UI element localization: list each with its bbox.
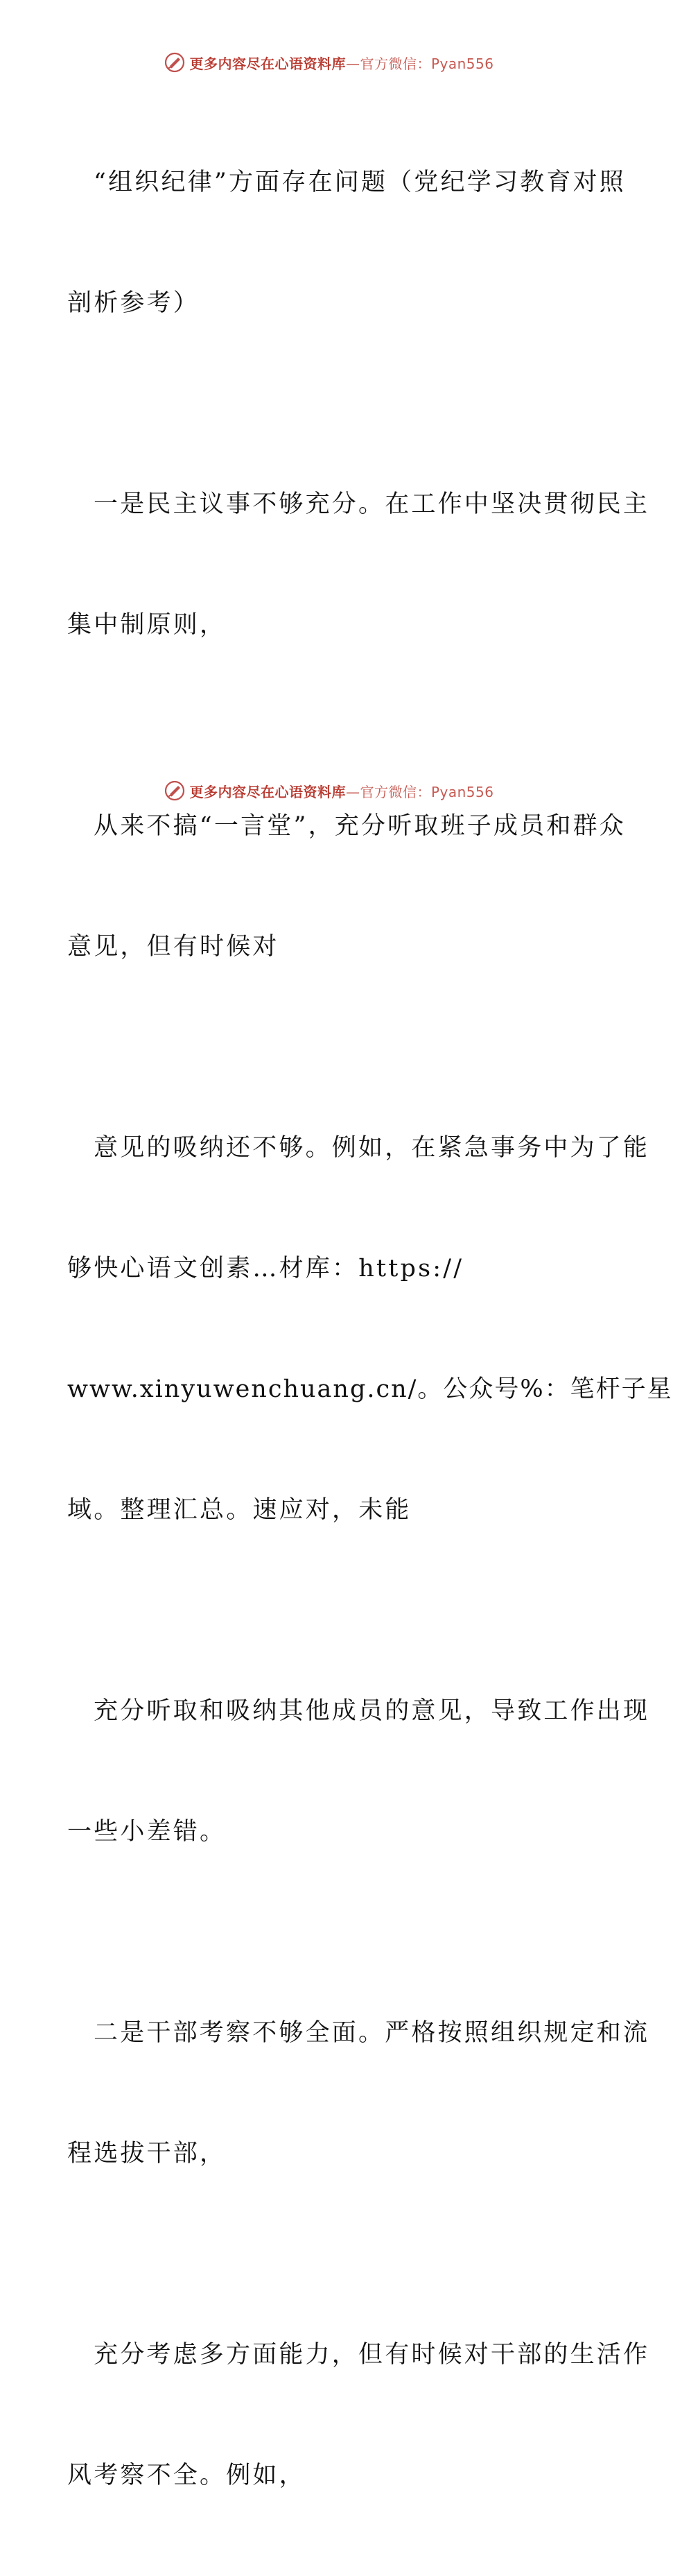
page-header-watermark [0, 49, 658, 76]
text-line: 二是干部考察不够全面。严格按照组织规定和流 [94, 2019, 650, 2047]
text-line: 一是民主议事不够充分。在工作中坚决贯彻民主 [94, 490, 650, 518]
paragraph [67, 404, 650, 725]
text-line: 从来不搞“一言堂”，充分听取班子成员和群众 [94, 812, 626, 840]
watermark-brand: 更多内容尽在心语资料库 [189, 783, 346, 800]
text-line: 意见的吸纳还不够。例如，在紧急事务中为了能 [94, 1134, 650, 1162]
watermark-text [189, 781, 493, 801]
watermark-separator: — [345, 783, 360, 800]
text-line: 充分考虑多方面能力，但有时候对干部的生活作 [94, 2341, 650, 2369]
page-footer-watermark [0, 777, 658, 805]
brush-logo-icon [164, 780, 185, 801]
text-line: 域。整理汇总。速应对，未能 [67, 1496, 412, 1524]
paragraph [67, 1932, 650, 2254]
paragraph [67, 1047, 673, 1611]
text-line: 剖析参考） [67, 289, 200, 317]
watermark-wechat: 官方微信：Pyan556 [360, 55, 494, 72]
watermark-brand: 更多内容尽在心语资料库 [189, 55, 346, 72]
paragraph [67, 2254, 650, 2576]
document-title [67, 82, 626, 404]
text-line: www.xinyuwenchuang.cn/。公众号%：笔杆子星 [67, 1375, 673, 1403]
watermark-separator: — [345, 55, 360, 72]
text-line: 充分听取和吸纳其他成员的意见，导致工作出现 [94, 1697, 650, 1725]
watermark-wechat: 官方微信：Pyan556 [360, 783, 494, 800]
text-line: 程选拔干部， [67, 2140, 227, 2167]
paragraph [67, 725, 626, 1047]
text-line: 够快心语文创素…材库：https:// [67, 1255, 464, 1282]
paragraph [67, 1611, 650, 1932]
text-line: 集中制原则， [67, 611, 227, 639]
document-body [67, 82, 673, 2576]
brush-logo-icon [164, 52, 185, 73]
text-line: 一些小差错。 [67, 1818, 227, 1846]
text-line: 风考察不全。例如， [67, 2462, 306, 2489]
text-line: 意见，但有时候对 [67, 933, 279, 961]
watermark-text [189, 53, 493, 73]
text-line: “组织纪律”方面存在问题（党纪学习教育对照 [94, 169, 626, 196]
